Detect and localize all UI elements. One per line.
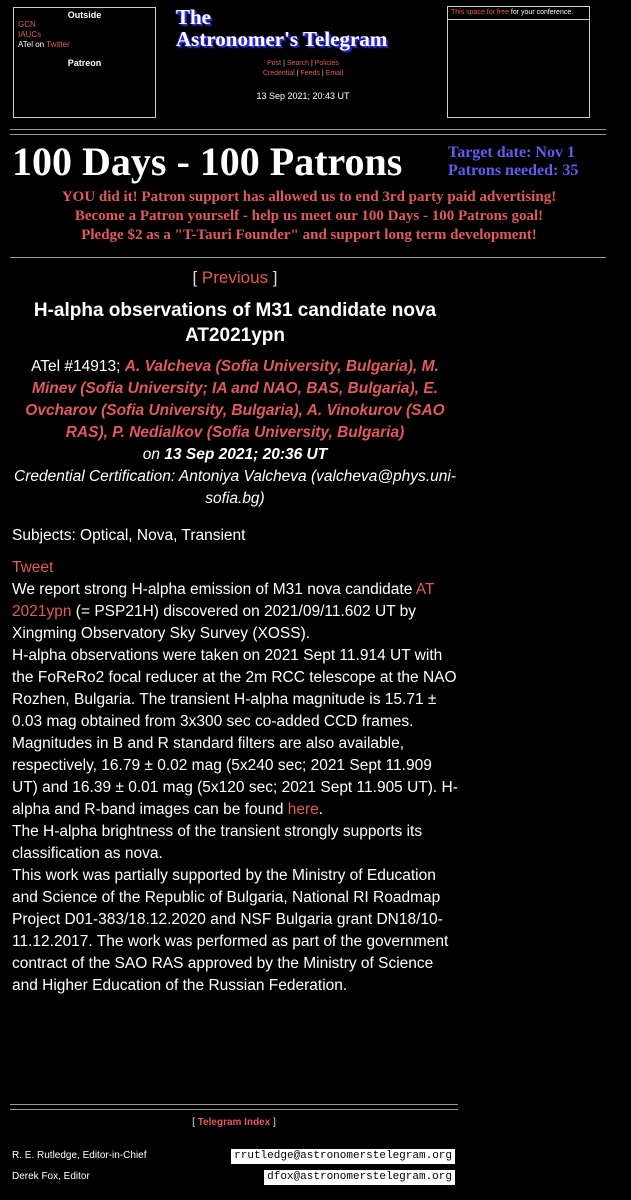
masthead bbox=[176, 5, 436, 101]
paragraph-text: We report strong H-alpha emission of M31 nova candidate bbox=[12, 581, 413, 598]
site-title-line2[interactable]: Astronomer's Telegram bbox=[176, 27, 388, 51]
policies-link[interactable]: Policies bbox=[314, 60, 339, 67]
patrons-headline: 100 Days - 100 Patrons bbox=[12, 139, 403, 184]
posted-datetime: 13 Sep 2021; 20:36 UT bbox=[164, 446, 328, 463]
at2021ypn-link[interactable]: AT 2021ypn bbox=[12, 581, 435, 620]
editor-in-chief: R. E. Rutledge, Editor-in-Chief bbox=[12, 1150, 147, 1161]
paragraph-text: H-alpha observations were taken on 2021 Sept 11.914 UT with the FoReRo2 focal reducer at the 2m RCC telescope at the NAO Rozhen, Bulgaria. The transient H-alpha magnitude is 15.71 ± 0.03 mag obtained from 3x300 sec co-added CCD frames. Magnitudes in B and R standard filters are also available, respectively, 16.79 ± 0.02 mag (5x240 sec; 2021 Sept 11.909 UT) and 16.39 ± 0.01 mag (5x120 sec; 2021 Sept 11.905 UT). H-alpha and R-band images can be found bbox=[12, 647, 458, 818]
editor-in-chief-email[interactable]: rrutledge@astronomerstelegram.org bbox=[231, 1149, 455, 1164]
patrons-message-line: YOU did it! Patron support has allowed us to end 3rd party paid advertising! bbox=[61, 189, 557, 205]
divider bbox=[10, 134, 606, 135]
outside-title: Outside bbox=[67, 10, 102, 20]
paragraph-3: The H-alpha brightness of the transient strongly supports its classification as nova. bbox=[12, 823, 423, 862]
byline bbox=[12, 356, 458, 510]
conference-ad-box bbox=[447, 6, 590, 118]
outside-panel bbox=[13, 7, 156, 118]
patrons-message-line: Pledge $2 as a "T-Tauri Founder" and support long term development! bbox=[81, 227, 537, 243]
bracket: ] bbox=[272, 268, 278, 287]
search-link[interactable]: Search bbox=[286, 60, 310, 67]
email-link[interactable]: Email bbox=[325, 70, 344, 77]
credential-certification: Credential Certification: Antoniya Valcheva (valcheva@phys.uni-sofia.bg) bbox=[14, 468, 456, 507]
paragraph-text: (= PSP21H) discovered on 2021/09/11.602 UT by Xingming Observatory Sky Survey (XOSS). bbox=[12, 603, 417, 642]
conference-suffix: for your conference. bbox=[510, 9, 574, 16]
paragraph-4: This work was partially supported by the Ministry of Education and Science of the Republic of Bulgaria, National RI Roadmap Project D01-383/18.12.2020 and NSF Bulgaria grant DN18/10-11.12.2017. The work was performed as part of the government contract of the SAO RAS approved by the Ministry of Science and Higher Education of the Russian Federation. bbox=[12, 867, 449, 994]
current-datetime: 13 Sep 2021; 20:43 UT bbox=[256, 91, 350, 101]
paragraph-2 bbox=[12, 645, 458, 821]
tweet-link[interactable]: Tweet bbox=[12, 559, 54, 576]
divider bbox=[10, 257, 606, 258]
paragraph-1 bbox=[12, 579, 458, 645]
editor: Derek Fox, Editor bbox=[12, 1171, 90, 1182]
previous-link[interactable]: Previous bbox=[201, 268, 269, 287]
patrons-needed: Patrons needed: 35 bbox=[448, 162, 579, 179]
divider bbox=[10, 1109, 458, 1110]
previous-nav bbox=[12, 266, 458, 290]
telegram-index-link[interactable]: Telegram Index bbox=[197, 1117, 271, 1128]
patrons-target bbox=[448, 144, 578, 180]
patrons-message[interactable] bbox=[12, 188, 606, 245]
gcn-link[interactable]: GCN bbox=[18, 20, 36, 29]
telegram-article bbox=[12, 266, 458, 997]
paragraph-text: . bbox=[318, 801, 324, 818]
conference-link[interactable]: This space for free bbox=[451, 9, 509, 16]
twitter-link[interactable]: Twitter bbox=[46, 40, 70, 49]
post-link[interactable]: Post bbox=[267, 60, 282, 67]
on-label: on bbox=[142, 446, 161, 463]
editor-email[interactable]: dfox@astronomerstelegram.org bbox=[264, 1170, 455, 1185]
subjects: Subjects: Optical, Nova, Transient bbox=[12, 527, 246, 544]
credential-link[interactable]: Credential bbox=[262, 70, 295, 77]
atel-number: ATel #14913; bbox=[31, 358, 121, 375]
article-title: H-alpha observations of M31 candidate nova AT2021ypn bbox=[33, 300, 437, 346]
bracket: [ bbox=[192, 268, 198, 287]
patreon-link[interactable]: Patreon bbox=[67, 58, 102, 68]
patrons-message-line: Become a Patron yourself - help us meet our 100 Days - 100 Patrons goal! bbox=[74, 208, 544, 224]
iaucs-link[interactable]: IAUCs bbox=[18, 30, 42, 39]
feeds-link[interactable]: Feeds bbox=[300, 70, 320, 77]
bracket: [ bbox=[192, 1117, 195, 1128]
divider bbox=[10, 129, 606, 130]
atel-on-label: ATel on bbox=[18, 40, 45, 49]
bracket: ] bbox=[273, 1117, 276, 1128]
site-title-line1[interactable]: The bbox=[176, 5, 212, 29]
telegram-index-nav bbox=[10, 1117, 458, 1128]
here-link[interactable]: here bbox=[287, 801, 319, 818]
masthead-links: Post | Search | Policies Credential | Feeds | Email bbox=[262, 60, 344, 77]
divider bbox=[10, 1104, 458, 1105]
target-date: Target date: Nov 1 bbox=[448, 144, 575, 161]
authors-link[interactable]: A. Valcheva (Sofia University, Bulgaria), M. Minev (Sofia University; IA and NAO, BAS, Bulgaria), E. Ovcharov (Sofia University, Bulgaria), A. Vinokurov (SAO RAS), P. Nedialkov (Sofia University, Bulgaria) bbox=[25, 358, 445, 441]
